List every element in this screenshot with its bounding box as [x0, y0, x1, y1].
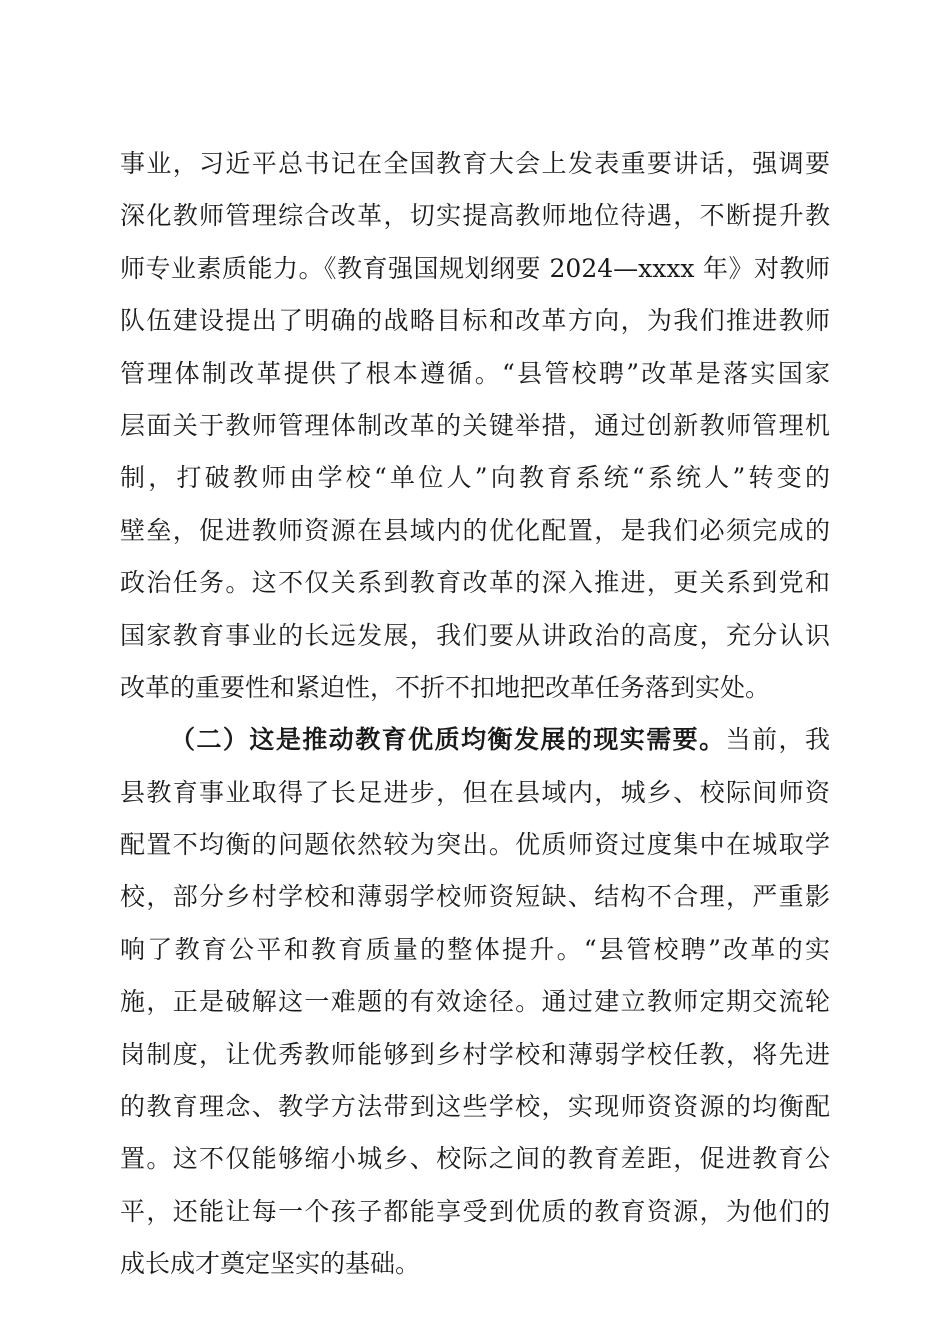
text-line: 壁垒，促进教师资源在县域内的优化配置，是我们必须完成的 — [120, 515, 830, 545]
section-heading: （二）这是推动教育优质均衡发展的现实需要。 — [170, 725, 726, 755]
paragraph-2-first-line — [120, 714, 830, 766]
text-line: 政治任务。这不仅关系到教育改革的深入推进，更关系到党和 — [120, 568, 830, 598]
text-line: 的教育理念、教学方法带到这些学校，实现师资资源的均衡配 — [120, 1092, 830, 1122]
text-line: 师专业素质能力。《教育强国规划纲要 2024—xxxx 年》对教师 — [120, 253, 830, 283]
text-line: 事业，习近平总书记在全国教育大会上发表重要讲话，强调要 — [120, 149, 830, 178]
text-line: 置。这不仅能够缩小城乡、校际之间的教育差距，促进教育公 — [120, 1144, 830, 1174]
text-line: 配置不均衡的问题依然较为突出。优质师资过度集中在城取学 — [120, 830, 830, 860]
text-line: 制，打破教师由学校“单位人”向教育系统“系统人”转变的 — [120, 463, 830, 493]
text-line: 国家教育事业的长远发展，我们要从讲政治的高度，充分认识 — [120, 620, 830, 650]
text-line: 校，部分乡村学校和薄弱学校师资短缺、结构不合理，严重影 — [120, 882, 830, 912]
text-line: 深化教师管理综合改革，切实提高教师地位待遇，不断提升教 — [120, 201, 830, 231]
text-line: 管理体制改革提供了根本遵循。“县管校聘”改革是落实国家 — [120, 358, 830, 388]
text-line: 层面关于教师管理体制改革的关键举措，通过创新教师管理机 — [120, 410, 830, 440]
text-line: 队伍建设提出了明确的战略目标和改革方向，为我们推进教师 — [120, 306, 830, 336]
text-line: 施，正是破解这一难题的有效途径。通过建立教师定期交流轮 — [120, 987, 830, 1017]
text-run: 当前，我 — [725, 725, 830, 755]
text-line: 岗制度，让优秀教师能够到乡村学校和薄弱学校任教，将先进 — [120, 1039, 830, 1069]
text-line: 响了教育公平和教育质量的整体提升。“县管校聘”改革的实 — [120, 934, 830, 964]
text-line: 成长成才奠定坚实的基础。 — [120, 1249, 421, 1279]
text-line: 改革的重要性和紧迫性，不折不扣地把改革任务落到实处。 — [120, 672, 771, 702]
text-line: 县教育事业取得了长足进步，但在县域内，城乡、校际间师资 — [120, 777, 830, 807]
document-body — [120, 138, 830, 1291]
paragraph-1 — [120, 138, 830, 714]
paragraph-2 — [120, 714, 830, 1290]
text-line: 平，还能让每一个孩子都能享受到优质的教育资源，为他们的 — [120, 1196, 830, 1226]
